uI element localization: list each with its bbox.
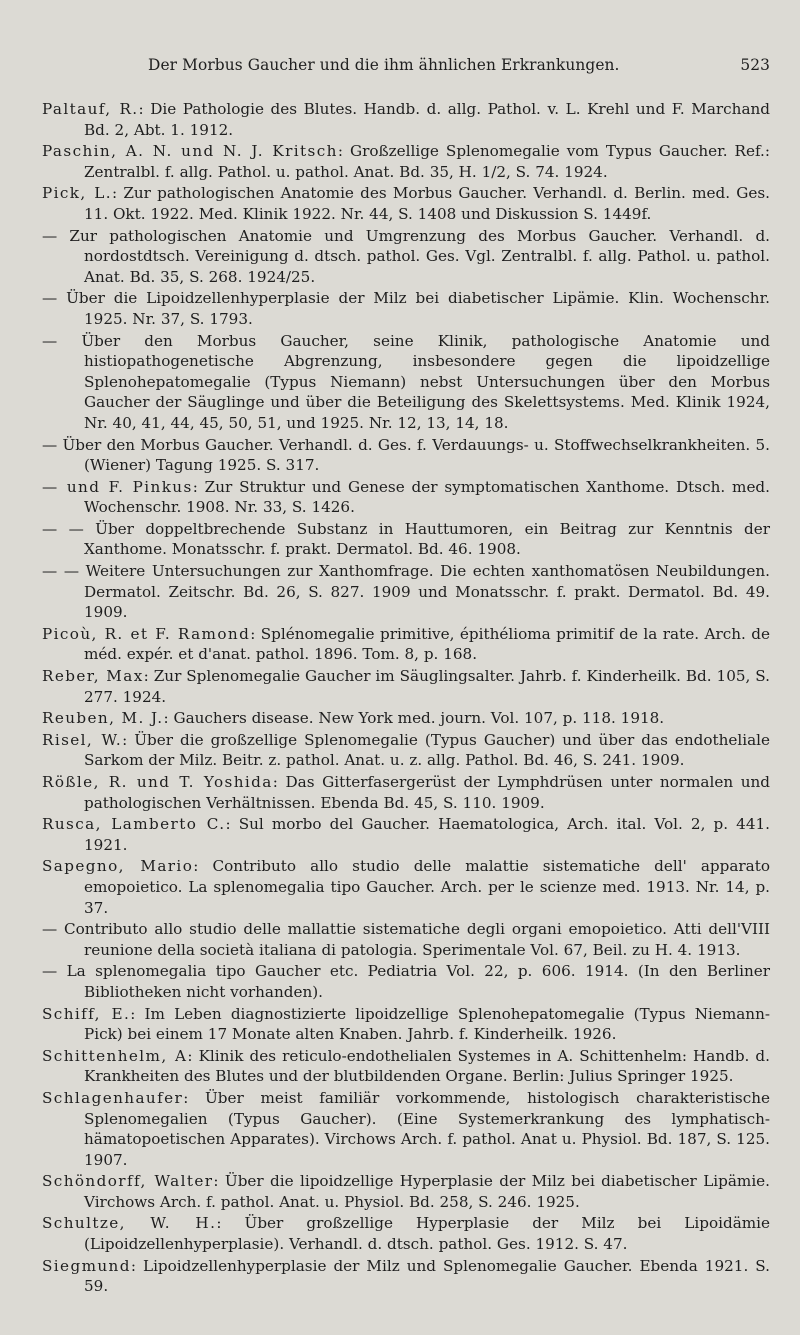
bibliography-entry — [42, 624, 770, 665]
bibliography-entry — [42, 708, 770, 729]
bibliography-entry — [42, 919, 770, 960]
entry-citation: : Über die lipoidzellige Hyperplasie der Milz bei diabetischer Lipämie. Virchows Arch. f. pathol. Anat. u. Physiol. Bd. 258, S. 246. 1925. — [84, 1172, 770, 1211]
bibliography-entry — [42, 856, 770, 918]
entry-citation: Über die Lipoidzellenhyperplasie der Milz bei diabetischer Lipämie. Klin. Wochenschr. 1925. Nr. 37, S. 1793. — [57, 289, 770, 328]
entry-author: — — [42, 331, 58, 350]
bibliography-entry — [42, 477, 770, 518]
entry-author: Rusca, Lamberto C. — [42, 815, 226, 834]
bibliography-entry — [42, 99, 770, 140]
entry-author: Pick, L. — [42, 184, 112, 203]
entry-citation: : Über großzellige Hyperplasie der Milz bei Lipoidämie (Lipoidzellenhyperplasie). Verhandl. d. dtsch. pathol. Ges. 1912. S. 47. — [84, 1214, 770, 1254]
entry-author: — und F. Pinkus — [42, 477, 193, 496]
entry-citation: Über doppeltbrechende Substanz in Hauttumoren, ein Beitrag zur Kenntnis der Xanthome. Monatsschr. f. prakt. Dermatol. Bd. 46. 1908. — [83, 519, 770, 559]
entry-citation: Über den Morbus Gaucher, seine Klinik, pathologische Anatomie und histiopathogenetische Abgrenzung, insbesondere gegen die lipoidzellige Splenohepatomegalie (Typus Niemann) nebst Untersuchungen über den Morbus Gaucher der Säuglinge und über die Beteiligung des Skelettsystems. Med. Klinik 1924, Nr. 40, 41, 44, 45, 50, 51, und 1925. Nr. 12, 13, 14, 18. — [57, 331, 770, 432]
bibliography-entry — [42, 666, 770, 707]
entry-author: Picoù, R. et F. Ramond — [42, 624, 251, 643]
bibliography-entry — [42, 331, 770, 434]
entry-citation: : Zur pathologischen Anatomie des Morbus Gaucher. Verhandl. d. Berlin. med. Ges. 11. Okt. 1922. Med. Klinik 1922. Nr. 44, S. 1408 und Diskussion S. 1449f. — [84, 184, 770, 223]
bibliography-entry — [42, 183, 770, 224]
running-header — [148, 56, 770, 74]
bibliography-entry — [42, 1088, 770, 1170]
bibliography-entry — [42, 730, 770, 771]
entry-citation: : Splénomegalie primitive, épithélioma primitif de la rate. Arch. de méd. expér. et d'anat. pathol. 1896. Tom. 8, p. 168. — [84, 624, 770, 664]
entry-author: Schöndorff, Walter — [42, 1172, 214, 1191]
entry-citation: : Die Pathologie des Blutes. Handb. d. allg. Pathol. v. L. Krehl und F. Marchand Bd. 2, Abt. 1. 1912. — [84, 100, 770, 139]
entry-citation: : Über meist familiär vorkommende, histologisch charakteristische Splenomegalien (Typus Gaucher). (Eine Systemerkrankung des lymphatisch-hämatopoetischen Apparates). Virchows Arch. f. pathol. Anat u. Physiol. Bd. 187, S. 125. 1907. — [84, 1088, 770, 1169]
entry-author: Schittenhelm, A — [42, 1046, 188, 1065]
bibliography-entry — [42, 961, 770, 1002]
entry-author: — — — [42, 562, 80, 581]
entry-author: Reber, Max — [42, 667, 144, 686]
entry-citation: Weitere Untersuchungen zur Xanthomfrage. Die echten xanthomatösen Neubildungen. Dermatol. Zeitschr. Bd. 26, S. 827. 1909 und Monatsschr. f. prakt. Dermatol. Bd. 49. 1909. — [79, 562, 771, 622]
entry-author: Schlagenhaufer — [42, 1088, 184, 1107]
entry-citation: : Klinik des reticulo-endothelialen Systemes in A. Schittenhelm: Handb. d. Krankheiten des Blutes und der blutbildenden Organe. Berlin: Julius Springer 1925. — [84, 1046, 770, 1086]
entry-citation: : Lipoidzellenhyperplasie der Milz und Splenomegalie Gaucher. Ebenda 1921. S. 59. — [84, 1256, 770, 1296]
bibliography-entry — [42, 1256, 770, 1297]
bibliography-entry — [42, 561, 770, 623]
entry-author: — — [42, 226, 58, 245]
bibliography-entry — [42, 226, 770, 288]
bibliography-entry — [42, 1046, 770, 1087]
entry-citation: : Contributo allo studio delle malattie sistematiche dell' apparato emopoietico. La splenomegalia tipo Gaucher. Arch. per le scienze med. 1913. Nr. 14, p. 37. — [84, 857, 770, 917]
entry-citation: : Sul morbo del Gaucher. Haematologica, Arch. ital. Vol. 2, p. 441. 1921. — [84, 815, 770, 854]
bibliography-entry — [42, 1171, 770, 1212]
entry-citation: : Großzellige Splenomegalie vom Typus Gaucher. Ref.: Zentralbl. f. allg. Pathol. u. pathol. Anat. Bd. 35, H. 1/2, S. 74. 1924. — [84, 142, 770, 181]
entry-citation: : Über die großzellige Splenomegalie (Typus Gaucher) und über das endotheliale Sarkom der Milz. Beitr. z. pathol. Anat. u. z. allg. Pathol. Bd. 46, S. 241. 1909. — [84, 730, 770, 770]
entry-citation: Zur pathologischen Anatomie und Umgrenzung des Morbus Gaucher. Verhandl. d. nordostdtsch. Vereinigung d. dtsch. pathol. Ges. Vgl. Zentralbl. f. allg. Pathol. u. pathol. Anat. Bd. 35, S. 268. 1924/25. — [57, 226, 770, 286]
entry-citation: Contributo allo studio delle mallattie sistematiche degli organi emopoietico. Atti dell'VIII reunione della società italiana di patologia. Sperimentale Vol. 67, Beil. zu H. 4. 1913. — [57, 920, 770, 959]
bibliography-entry — [42, 1213, 770, 1254]
entry-author: Siegmund — [42, 1256, 131, 1275]
entry-author: Paltauf, R. — [42, 100, 139, 118]
bibliography-list — [42, 99, 770, 1298]
bibliography-entry — [42, 1004, 770, 1045]
bibliography-entry — [42, 772, 770, 813]
bibliography-entry — [42, 435, 770, 476]
entry-author: — — — [42, 519, 84, 538]
entry-citation: : Gauchers disease. New York med. journ. Vol. 107, p. 118. 1918. — [163, 709, 665, 728]
page-number: 523 — [740, 56, 770, 74]
entry-author: — — [42, 920, 58, 939]
bibliography-entry — [42, 519, 770, 560]
entry-author: Reuben, M. J. — [42, 709, 164, 728]
entry-author: — — [42, 962, 58, 981]
entry-author: Rößle, R. und T. Yoshida — [42, 773, 273, 791]
entry-author: — — [42, 289, 58, 308]
entry-author: Risel, W. — [42, 730, 123, 749]
entry-citation: : Zur Splenomegalie Gaucher im Säuglingsalter. Jahrb. f. Kinderheilk. Bd. 105, S. 277. 1924. — [84, 667, 770, 706]
entry-author: Paschin, A. N. und N. J. Kritsch — [42, 142, 338, 161]
entry-author: Schultze, W. H. — [42, 1214, 217, 1233]
entry-citation: : Zur Struktur und Genese der symptomatischen Xanthome. Dtsch. med. Wochenschr. 1908. Nr. 33, S. 1426. — [84, 477, 770, 517]
entry-author: Sapegno, Mario — [42, 857, 194, 876]
bibliography-entry — [42, 288, 770, 329]
bibliography-entry — [42, 814, 770, 855]
bibliography-entry — [42, 141, 770, 182]
running-title: Der Morbus Gaucher und die ihm ähnlichen Erkrankungen. — [148, 56, 620, 74]
entry-author: Schiff, E. — [42, 1004, 131, 1023]
entry-citation: : Das Gitterfasergerüst der Lymphdrüsen unter normalen und pathologischen Verhältnissen. Ebenda Bd. 45, S. 110. 1909. — [84, 773, 770, 812]
entry-citation: Über den Morbus Gaucher. Verhandl. d. Ges. f. Verdauungs- u. Stoffwechselkrankheiten. 5. (Wiener) Tagung 1925. S. 317. — [57, 435, 770, 475]
entry-author: — — [42, 435, 58, 454]
entry-citation: : Im Leben diagnostizierte lipoidzellige Splenohepatomegalie (Typus Niemann-Pick) bei einem 17 Monate alten Knaben. Jahrb. f. Kinderheilk. 1926. — [84, 1004, 770, 1044]
entry-citation: La splenomegalia tipo Gaucher etc. Pediatria Vol. 22, p. 606. 1914. (In den Berliner Bibliotheken nicht vorhanden). — [57, 962, 770, 1001]
